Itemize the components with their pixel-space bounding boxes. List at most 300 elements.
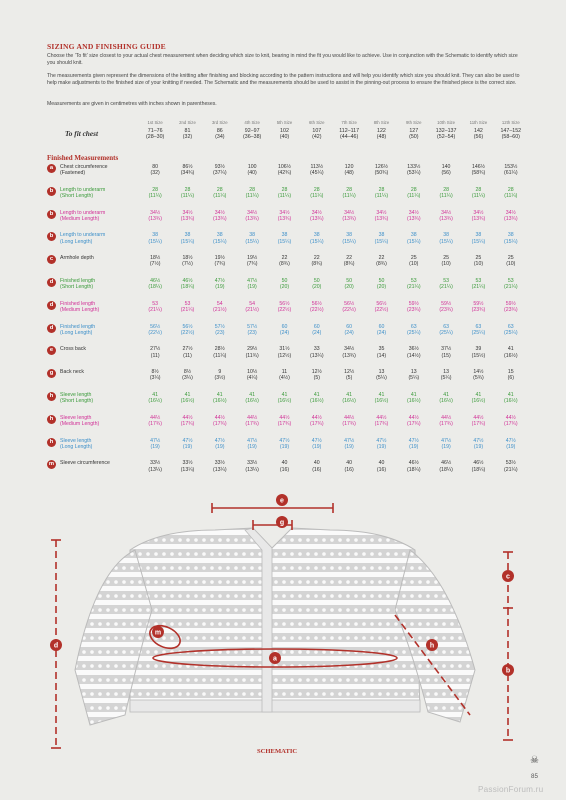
- cell-cm: 59½: [441, 300, 452, 307]
- cell-in: (17¾): [245, 421, 259, 428]
- cell-cm: 46½: [150, 277, 161, 284]
- cell-in: (13¼): [213, 466, 227, 473]
- table-cell: [139, 392, 171, 415]
- cell-in: (15¼): [439, 238, 453, 245]
- cell-in: (5): [313, 375, 320, 382]
- to-fit-in: (48): [376, 134, 387, 141]
- table-cell: [365, 415, 397, 438]
- size-table: [47, 120, 527, 483]
- cell-in: (19): [247, 443, 257, 450]
- table-cell: [462, 460, 494, 483]
- cell-in: (19): [279, 443, 290, 450]
- cell-cm: 93½: [214, 164, 225, 170]
- table-cell: [268, 460, 300, 483]
- table-cell: [430, 438, 462, 461]
- table-cell: [139, 278, 171, 301]
- cell-in: (11¼): [504, 193, 518, 200]
- cell-in: (13¼): [148, 466, 162, 473]
- cell-cm: 22: [378, 255, 385, 262]
- cell-cm: 40: [378, 460, 385, 467]
- table-cell: [430, 324, 462, 347]
- cell-in: (11¼): [213, 352, 227, 359]
- cell-in: (13¼): [245, 466, 259, 473]
- table-cell: [139, 255, 171, 278]
- cell-in: (15¼): [471, 238, 486, 245]
- cell-cm: 53: [152, 300, 159, 307]
- row-label-text: Length to underarm: [60, 186, 106, 193]
- cell-in: (16½): [439, 398, 453, 405]
- to-fit-in: (36–38): [243, 134, 262, 141]
- cell-in: (15¼): [180, 238, 195, 245]
- cell-in: (23¾): [471, 307, 486, 314]
- cell-in: (22½): [310, 307, 324, 314]
- to-fit-cm: 127: [409, 128, 419, 134]
- cell-in: (17¾): [213, 421, 227, 428]
- to-fit-in: (40): [279, 134, 290, 141]
- row-label-sub: (Short Length): [60, 398, 94, 405]
- table-cell: [204, 210, 236, 233]
- table-cell: [365, 210, 397, 233]
- row-label-sub: (Short Length): [60, 284, 94, 291]
- table-cell: [171, 278, 203, 301]
- table-cell: [398, 369, 430, 392]
- cell-cm: 34½: [182, 209, 193, 216]
- cell-in: (12½): [277, 352, 292, 359]
- cell-cm: 18½: [150, 255, 161, 262]
- page-title: SIZING AND FINISHING GUIDE: [47, 42, 166, 51]
- size-header: 11th Size: [469, 120, 488, 125]
- cell-in: (25¼): [471, 329, 486, 336]
- cell-cm: 41: [443, 391, 449, 398]
- cell-cm: 50: [313, 277, 320, 284]
- table-cell: [430, 278, 462, 301]
- to-fit-cm: 107: [312, 128, 322, 134]
- label-c: c: [506, 573, 510, 581]
- cell-in: (14½): [407, 352, 421, 359]
- cell-cm: 46½: [441, 460, 452, 467]
- cell-in: (13¾): [374, 215, 389, 222]
- row-label: [47, 232, 139, 255]
- to-fit-row: [47, 128, 527, 153]
- row-badge: b: [47, 187, 56, 196]
- table-cell: [301, 232, 333, 255]
- cell-in: (19): [409, 443, 419, 450]
- row-label-text: Back neck: [60, 369, 84, 376]
- cell-cm: 22: [346, 255, 353, 262]
- table-cell: [204, 415, 236, 438]
- cell-in: (8¾): [343, 261, 355, 268]
- cell-cm: 113½: [310, 164, 324, 170]
- table-cell: [204, 392, 236, 415]
- cell-in: (13¾): [471, 215, 486, 222]
- table-cell: [365, 392, 397, 415]
- table-cell: [301, 255, 333, 278]
- table-cell: [171, 438, 203, 461]
- skull-logo-icon: ☠: [530, 755, 539, 766]
- cell-cm: 38: [507, 232, 514, 239]
- cell-cm: 50: [281, 277, 288, 284]
- cell-cm: 53: [475, 277, 482, 284]
- cell-cm: 34½: [247, 209, 258, 216]
- to-fit-in: (34): [215, 134, 225, 141]
- table-cell: [365, 164, 397, 187]
- cell-cm: 46½: [408, 460, 419, 467]
- table-cell: [430, 187, 462, 210]
- size-header: 5th Size: [276, 120, 293, 125]
- table-cell: [462, 164, 494, 187]
- size-header-row: [47, 120, 527, 128]
- cell-in: (21½): [213, 307, 227, 314]
- cell-in: (11¼): [277, 193, 292, 200]
- row-label-text: Finished length: [60, 277, 96, 284]
- cell-in: (22½): [277, 307, 292, 314]
- row-label-sub: (Medium Length): [60, 215, 100, 222]
- table-cell: [301, 324, 333, 347]
- to-fit-cell: [398, 128, 430, 153]
- cell-in: (19): [344, 443, 354, 450]
- row-label-text: Chest circumference: [60, 164, 108, 170]
- cell-cm: 8½: [183, 369, 192, 376]
- table-cell: [301, 346, 333, 369]
- cell-cm: 19½: [214, 255, 225, 262]
- table-cell: [333, 164, 365, 187]
- row-badge: c: [47, 255, 56, 264]
- to-fit-cm: 71–76: [147, 128, 163, 134]
- cell-in: (20): [312, 284, 322, 291]
- cell-in: (19): [312, 443, 322, 450]
- table-cell: [365, 369, 397, 392]
- table-cell: [204, 460, 236, 483]
- table-cell: [365, 324, 397, 347]
- label-d: d: [53, 642, 59, 650]
- table-cell: [333, 301, 365, 324]
- cell-in: (21¼): [148, 307, 162, 314]
- table-cell: [462, 255, 494, 278]
- row-label-text: Sleeve length: [60, 414, 92, 421]
- cell-in: (10): [441, 261, 451, 268]
- cell-in: (17¾): [374, 421, 389, 428]
- schematic-title: SCHEMATIC: [257, 748, 298, 755]
- cell-cm: 18½: [182, 255, 193, 262]
- row-label: [47, 415, 139, 438]
- table-cell: [268, 369, 300, 392]
- size-header: 7th Size: [341, 120, 357, 125]
- row-label: [47, 164, 139, 187]
- cell-in: (13¾): [245, 215, 259, 222]
- label-m: m: [154, 629, 162, 637]
- cell-in: (10): [409, 261, 419, 268]
- cell-in: (22½): [342, 307, 356, 314]
- table-cell: [398, 232, 430, 255]
- cell-cm: 63: [507, 323, 514, 330]
- cell-in: (11¼): [471, 193, 486, 200]
- cell-cm: 29½: [247, 346, 258, 353]
- cell-in: (8¾): [376, 261, 387, 268]
- cell-in: (13¾): [148, 215, 162, 222]
- cell-cm: 133½: [407, 164, 421, 170]
- cell-in: (11¼): [148, 193, 162, 200]
- table-cell: [462, 369, 494, 392]
- table-cell: [171, 415, 203, 438]
- cell-in: (19): [506, 443, 516, 450]
- cell-cm: 34½: [408, 209, 419, 216]
- cell-cm: 33½: [182, 460, 193, 467]
- table-cell: [365, 187, 397, 210]
- cell-cm: 47½: [279, 437, 290, 444]
- to-fit-cell: [462, 128, 494, 153]
- cell-in: (22½): [148, 329, 162, 336]
- row-badge: g: [47, 369, 56, 378]
- table-cell: [398, 210, 430, 233]
- cell-in: (13¾): [277, 215, 292, 222]
- cell-in: (18¼): [148, 284, 162, 291]
- size-header: 1st Size: [147, 120, 163, 125]
- table-cell: [398, 278, 430, 301]
- row-label-sub: (Long Length): [60, 329, 93, 336]
- cell-in: (17¾): [471, 421, 486, 428]
- cell-in: (18¼): [407, 466, 421, 473]
- cell-cm: 38: [281, 232, 288, 239]
- cell-cm: 40: [346, 460, 353, 467]
- table-row: [47, 324, 527, 347]
- cell-in: (18¼): [471, 466, 486, 473]
- row-label-sub: (Fastened): [60, 170, 86, 177]
- cell-cm: 34½: [473, 209, 484, 216]
- table-cell: [204, 232, 236, 255]
- row-badge: m: [48, 461, 55, 468]
- table-cell: [236, 278, 268, 301]
- cell-in: (13¾): [213, 215, 227, 222]
- table-cell: [398, 164, 430, 187]
- cell-cm: 41: [313, 391, 320, 398]
- cell-in: (7½): [182, 261, 193, 268]
- table-cell: [301, 301, 333, 324]
- cell-in: (11¼): [180, 193, 195, 200]
- cell-in: (19): [473, 443, 484, 450]
- cell-in: (18¼): [180, 284, 195, 291]
- cell-cm: 27½: [182, 346, 193, 353]
- cell-cm: 47½: [408, 437, 419, 444]
- table-cell: [268, 210, 300, 233]
- cell-in: (21¼): [407, 284, 421, 291]
- cell-cm: 28: [346, 186, 353, 193]
- table-cell: [333, 187, 365, 210]
- cell-in: (5¼): [440, 375, 452, 382]
- cell-cm: 44½: [441, 414, 452, 421]
- cell-in: (11¾): [245, 352, 259, 359]
- table-cell: [333, 369, 365, 392]
- cell-cm: 126½: [374, 164, 388, 170]
- cell-in: (8¾): [311, 261, 323, 268]
- cell-in: (11¼): [342, 193, 356, 200]
- cell-in: (13¾): [310, 215, 324, 222]
- table-cell: [204, 438, 236, 461]
- cell-in: (15¼): [342, 238, 356, 245]
- table-cell: [462, 210, 494, 233]
- cell-cm: 56½: [182, 323, 193, 330]
- row-label-text: Sleeve length: [60, 437, 92, 444]
- table-cell: [236, 415, 268, 438]
- table-cell: [204, 255, 236, 278]
- cell-in: (22½): [180, 329, 195, 336]
- size-header: 3rd Size: [211, 120, 228, 125]
- table-cell: [301, 415, 333, 438]
- table-cell: [398, 187, 430, 210]
- cell-in: (20): [376, 284, 387, 291]
- table-cell: [139, 415, 171, 438]
- cell-in: (3½): [214, 375, 226, 382]
- cell-cm: 28: [378, 186, 385, 193]
- cell-in: (15½): [471, 352, 486, 359]
- cell-cm: 60: [313, 323, 320, 330]
- table-cell: [204, 187, 236, 210]
- table-cell: [430, 301, 462, 324]
- cell-cm: 28: [410, 186, 417, 193]
- cell-cm: 28: [216, 186, 223, 193]
- cell-in: (16½): [374, 398, 389, 405]
- row-label: [47, 210, 139, 233]
- cell-in: (4½): [279, 375, 290, 382]
- cell-cm: 44½: [247, 414, 258, 421]
- cell-in: (16): [376, 466, 387, 473]
- table-cell: [333, 392, 365, 415]
- to-fit-cm: 86: [216, 128, 223, 134]
- label-b: b: [505, 667, 511, 675]
- table-cell: [495, 164, 527, 187]
- row-badge: b: [47, 210, 56, 219]
- to-fit-in: (56): [473, 134, 484, 141]
- cell-in: (16½): [213, 398, 227, 405]
- cell-cm: 59½: [505, 300, 516, 307]
- table-cell: [301, 278, 333, 301]
- cell-cm: 41: [152, 391, 159, 398]
- table-cell: [301, 187, 333, 210]
- table-row: [47, 187, 527, 210]
- table-cell: [462, 232, 494, 255]
- intro-paragraph-3: Measurements are given in centimetres with inches shown in parentheses.: [47, 101, 217, 107]
- cell-cm: 80: [152, 164, 159, 170]
- cell-in: (61¼): [504, 170, 518, 177]
- cell-cm: 86½: [182, 164, 193, 170]
- cell-cm: 60: [346, 323, 353, 330]
- to-fit-in: (42): [312, 134, 322, 141]
- table-cell: [171, 187, 203, 210]
- row-label-text: Armhole depth: [60, 255, 94, 262]
- cell-cm: 34½: [441, 209, 452, 216]
- to-fit-in: (52–54): [436, 134, 456, 141]
- cell-in: (21¼): [439, 284, 453, 291]
- table-cell: [139, 210, 171, 233]
- row-label-sub: (Medium Length): [60, 307, 100, 314]
- table-cell: [430, 369, 462, 392]
- table-row: [47, 460, 527, 483]
- to-fit-cell: [268, 128, 300, 153]
- cell-cm: 40: [313, 460, 320, 467]
- cell-cm: 44½: [279, 414, 290, 421]
- size-header: 8th Size: [373, 120, 390, 125]
- table-cell: [430, 210, 462, 233]
- cell-in: (13¾): [180, 215, 195, 222]
- label-g: g: [279, 519, 285, 527]
- watermark: PassionForum.ru: [478, 785, 544, 794]
- row-label: [47, 460, 139, 483]
- label-a: a: [273, 655, 277, 663]
- cell-cm: 28: [152, 186, 159, 193]
- cell-cm: 38: [443, 232, 449, 239]
- cell-cm: 50: [378, 277, 385, 284]
- cell-cm: 56½: [376, 300, 387, 307]
- table-cell: [139, 324, 171, 347]
- to-fit-cm: 112–117: [339, 128, 360, 134]
- cell-cm: 106½: [277, 164, 291, 170]
- table-row: [47, 346, 527, 369]
- table-cell: [204, 164, 236, 187]
- table-cell: [139, 438, 171, 461]
- cell-cm: 44½: [150, 414, 161, 421]
- table-row: [47, 438, 527, 461]
- cell-cm: 13: [443, 369, 449, 376]
- cell-cm: 59½: [408, 300, 419, 307]
- schematic-diagram: [0, 490, 566, 755]
- table-cell: [171, 210, 203, 233]
- cell-in: (16½): [148, 398, 162, 405]
- intro-paragraph-1: Choose the ‘To fit’ size closest to your actual chest measurement when deciding which size to knit, bearing in mind the fit you would like to achieve. Use in conjunction with the Schematic to identify which size you should knit.: [47, 53, 518, 66]
- cell-cm: 44½: [344, 414, 355, 421]
- cell-cm: 28: [184, 186, 191, 193]
- to-fit-cell: [495, 128, 527, 153]
- cell-in: (32): [150, 170, 160, 177]
- cell-cm: 120: [344, 164, 354, 170]
- cell-in: (15): [441, 352, 451, 359]
- cell-cm: 54: [216, 300, 223, 307]
- cell-in: (23¾): [439, 307, 453, 314]
- cell-cm: 47½: [150, 437, 161, 444]
- table-cell: [139, 164, 171, 187]
- table-cell: [333, 232, 365, 255]
- to-fit-cm: 142: [474, 128, 483, 134]
- row-badge: h: [47, 392, 56, 401]
- cell-cm: 38: [346, 232, 353, 239]
- table-cell: [301, 438, 333, 461]
- cell-in: (21½): [245, 307, 259, 314]
- page-number: 85: [531, 773, 538, 780]
- cell-cm: 31½: [279, 346, 290, 353]
- cell-cm: 146½: [471, 164, 485, 170]
- cell-cm: 44½: [376, 414, 387, 421]
- cell-cm: 56½: [279, 300, 290, 307]
- cell-cm: 25: [507, 255, 514, 262]
- table-cell: [236, 210, 268, 233]
- to-fit-cm: 147–152: [500, 128, 522, 134]
- cell-in: (19): [182, 443, 193, 450]
- cell-cm: 53: [184, 300, 191, 307]
- cell-cm: 41: [410, 391, 417, 398]
- cell-in: (42¾): [277, 170, 292, 177]
- cell-in: (23¾): [407, 307, 421, 314]
- cell-cm: 33½: [247, 460, 258, 467]
- table-cell: [236, 232, 268, 255]
- to-fit-cell: [430, 128, 462, 153]
- cell-in: (56): [441, 170, 451, 177]
- cell-in: (21¼): [504, 466, 518, 473]
- label-h: h: [429, 642, 435, 650]
- cell-cm: 54: [249, 300, 256, 307]
- cell-in: (23): [247, 329, 257, 336]
- cell-in: (15¼): [407, 238, 421, 245]
- cell-in: (23): [215, 329, 225, 336]
- cell-cm: 47½: [214, 277, 225, 284]
- row-badge: a: [47, 164, 56, 173]
